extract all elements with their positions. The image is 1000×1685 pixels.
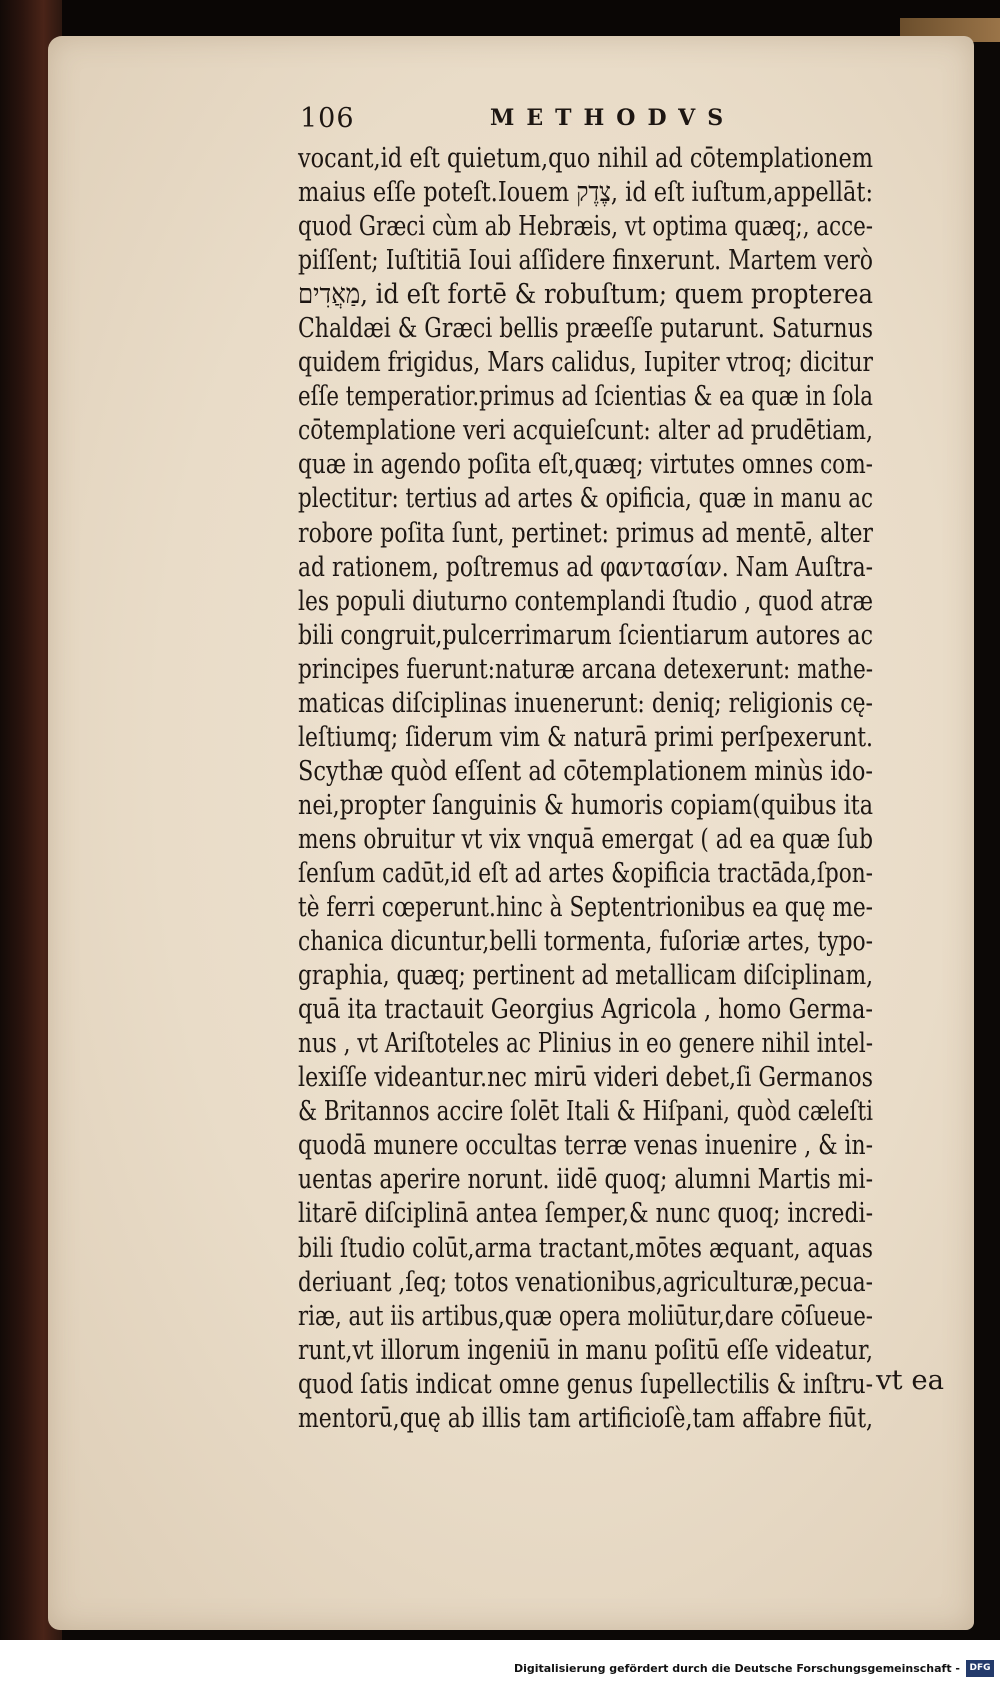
text-line: runt,vt illorum ingeniū in manu poſitū eſſe videatur, xyxy=(298,1333,873,1366)
text-line: mentorū,quę ab illis tam artificioſè,tam affabre fiūt, xyxy=(298,1401,873,1434)
text-line: tè ferri cœperunt.hinc à Septentrionibus ea quę me- xyxy=(298,891,873,924)
text-line: & Britannos accire ſolēt Itali & Hiſpani, quòd cæleſti xyxy=(298,1095,873,1128)
text-line: ad rationem, poſtremus ad φαντασίαν. Nam Auſtra- xyxy=(298,550,873,583)
text-line: מַאֲדִים, id eſt fortē & robuſtum; quem propterea xyxy=(298,278,873,311)
text-line: piſſent; Iuſtitiā Ioui aſſidere finxerunt. Martem verò xyxy=(298,244,873,277)
text-line: maticas diſciplinas inuenerunt: deniq; religionis cę- xyxy=(298,686,873,719)
text-line: leſtiumq; ſiderum vim & naturā primi perſpexerunt. xyxy=(298,720,873,753)
scan-top-border xyxy=(0,0,1000,38)
text-line: cōtemplatione veri acquieſcunt: alter ad prudētiam, xyxy=(298,414,873,447)
text-line: lexiſſe videantur.nec mirū videri debet,ſi Germanos xyxy=(298,1061,873,1094)
page-number: 106 xyxy=(300,103,355,134)
text-line: graphia, quæq; pertinent ad metallicam diſciplinam, xyxy=(298,959,873,992)
text-line: quæ in agendo poſita eſt,quæq; virtutes omnes com- xyxy=(298,448,873,481)
page-header xyxy=(300,103,860,143)
text-line: chanica dicuntur,belli tormenta, fuſoriæ artes, typo- xyxy=(298,925,873,958)
text-line: plectitur: tertius ad artes & opificia, quæ in manu ac xyxy=(298,482,873,515)
digitization-footer xyxy=(0,1640,1000,1685)
text-line: litarē diſciplinā antea ſemper,& nunc quoq; incredi- xyxy=(298,1197,873,1230)
text-line: quod Græci cùm ab Hebræis, vt optima quæq;, acce- xyxy=(298,210,873,243)
running-head: METHODVS xyxy=(490,105,736,131)
text-line: eſſe temperatior.primus ad ſcientias & ea quæ in ſola xyxy=(298,380,873,413)
catchword: vt ea xyxy=(876,1364,944,1396)
text-line: Scythæ quòd eſſent ad cōtemplationem minùs ido- xyxy=(298,754,873,787)
text-line: deriuant ,ſeq; totos venationibus,agriculturæ,pecua- xyxy=(298,1265,873,1298)
text-line: nus , vt Ariſtoteles ac Plinius in eo genere nihil intel- xyxy=(298,1027,873,1060)
text-line: uentas aperire norunt. iidē quoq; alumni Martis mi- xyxy=(298,1163,873,1196)
text-line: quod ſatis indicat omne genus ſupellectilis & inſtru- xyxy=(298,1367,873,1400)
body-text xyxy=(298,141,938,1435)
dfg-logo: DFG xyxy=(966,1660,994,1677)
text-line: quā ita tractauit Georgius Agricola , homo Germa- xyxy=(298,993,873,1026)
text-line: mens obruitur vt vix vnquā emergat ( ad ea quæ ſub xyxy=(298,822,873,855)
text-line: principes fuerunt:naturæ arcana detexerunt: mathe- xyxy=(298,652,873,685)
text-line: quidem frigidus, Mars calidus, Iupiter vtroq; dicitur xyxy=(298,346,873,379)
text-line: riæ, aut iis artibus,quæ opera moliūtur,dare cōſueue- xyxy=(298,1299,873,1332)
text-line: bili congruit,pulcerrimarum ſcientiarum autores ac xyxy=(298,618,873,651)
text-line: bili ſtudio colūt,arma tractant,mōtes æquant, aquas xyxy=(298,1231,873,1264)
text-line: nei,propter ſanguinis & humoris copiam(quibus ita xyxy=(298,788,873,821)
text-line: vocant,id eſt quietum,quo nihil ad cōtemplationem xyxy=(298,142,873,174)
funding-credit: Digitalisierung gefördert durch die Deutsche Forschungsgemeinschaft - xyxy=(513,1662,960,1675)
text-line: robore poſita ſunt, pertinet: primus ad mentē, alter xyxy=(298,516,873,549)
text-line: les populi diuturno contemplandi ſtudio , quod atræ xyxy=(298,584,873,617)
text-line: maius eſſe poteſt.Iouem צֶדֶק, id eſt iuſtum,appellāt: xyxy=(298,176,873,209)
text-line: Chaldæi & Græci bellis præeſſe putarunt. Saturnus xyxy=(298,312,873,345)
text-line: quodā munere occultas terræ venas inuenire , & in- xyxy=(298,1129,873,1162)
text-line: ſenſum cadūt,id eſt ad artes &opificia tractāda,ſpon- xyxy=(298,856,873,889)
